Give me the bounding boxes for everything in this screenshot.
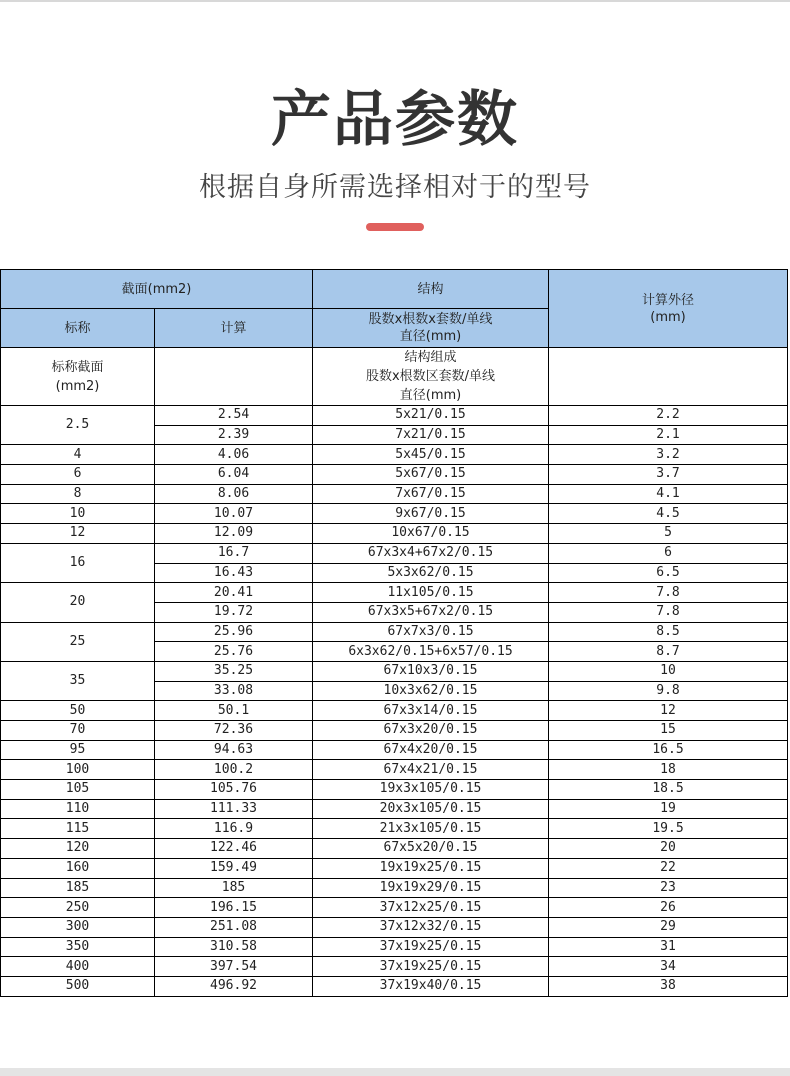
- subheader-nominal-line2: (mm2): [55, 378, 100, 394]
- table-row: [1, 622, 788, 642]
- header-outer-diameter-label: 计算外径: [641, 292, 694, 308]
- cell-nominal: 70: [1, 721, 155, 741]
- accent-bar: [366, 223, 424, 231]
- cell-calculated: 310.58: [155, 937, 313, 957]
- cell-calculated: 105.76: [155, 780, 313, 800]
- table-row: [1, 819, 788, 839]
- cell-nominal: 110: [1, 799, 155, 819]
- cell-outer-diameter: 2.1: [549, 425, 788, 445]
- cell-structure: 37x19x40/0.15: [313, 976, 549, 996]
- cell-structure: 6x3x62/0.15+6x57/0.15: [313, 642, 549, 662]
- cell-structure: 67x5x20/0.15: [313, 839, 549, 859]
- cell-calculated: 159.49: [155, 858, 313, 878]
- cell-nominal: 500: [1, 976, 155, 996]
- cell-calculated: 111.33: [155, 799, 313, 819]
- table-row: [1, 917, 788, 937]
- cell-outer-diameter: 8.5: [549, 622, 788, 642]
- cell-outer-diameter: 19.5: [549, 819, 788, 839]
- spec-table: [0, 269, 788, 997]
- subheader-structure-line2: 股数x根数区套数/单线: [365, 369, 496, 384]
- cell-structure: 5x45/0.15: [313, 445, 549, 465]
- cell-outer-diameter: 38: [549, 976, 788, 996]
- cell-nominal: 350: [1, 937, 155, 957]
- table-row: [1, 898, 788, 918]
- cell-structure: 19x19x29/0.15: [313, 878, 549, 898]
- subheader-structure-line1: 结构组成: [404, 350, 457, 365]
- cell-outer-diameter: 31: [549, 937, 788, 957]
- cell-structure: 67x4x21/0.15: [313, 760, 549, 780]
- cell-calculated: 8.06: [155, 484, 313, 504]
- subheader-nominal-line1: 标称截面: [51, 359, 104, 375]
- table-row: [1, 465, 788, 485]
- cell-calculated: 19.72: [155, 602, 313, 622]
- cell-nominal: 105: [1, 780, 155, 800]
- cell-nominal: 100: [1, 760, 155, 780]
- table-row: [1, 721, 788, 741]
- bottom-band: [0, 1068, 790, 1076]
- cell-nominal: 35: [1, 661, 155, 700]
- table-row: [1, 406, 788, 426]
- subheader-calculated-empty: [155, 348, 313, 406]
- cell-nominal: 160: [1, 858, 155, 878]
- cell-calculated: 25.96: [155, 622, 313, 642]
- subheader-od-empty: [549, 348, 788, 406]
- table-row: [1, 445, 788, 465]
- table-row: [1, 661, 788, 681]
- table-row: [1, 524, 788, 544]
- cell-calculated: 397.54: [155, 957, 313, 977]
- page-title: 产品参数: [271, 85, 519, 155]
- header-section: 截面(mm2): [1, 270, 313, 309]
- cell-nominal: 10: [1, 504, 155, 524]
- cell-outer-diameter: 16.5: [549, 740, 788, 760]
- cell-nominal: 8: [1, 484, 155, 504]
- cell-nominal: 6: [1, 465, 155, 485]
- cell-calculated: 2.39: [155, 425, 313, 445]
- table-row: [1, 799, 788, 819]
- cell-structure: 19x3x105/0.15: [313, 780, 549, 800]
- cell-outer-diameter: 18: [549, 760, 788, 780]
- cell-structure: 37x12x32/0.15: [313, 917, 549, 937]
- cell-structure: 21x3x105/0.15: [313, 819, 549, 839]
- cell-outer-diameter: 8.7: [549, 642, 788, 662]
- cell-structure: 5x67/0.15: [313, 465, 549, 485]
- cell-calculated: 251.08: [155, 917, 313, 937]
- cell-outer-diameter: 3.7: [549, 465, 788, 485]
- table-row: [1, 976, 788, 996]
- cell-structure: 19x19x25/0.15: [313, 858, 549, 878]
- page-subtitle: 根据自身所需选择相对于的型号: [199, 172, 591, 203]
- table-row: [1, 937, 788, 957]
- cell-nominal: 400: [1, 957, 155, 977]
- table-subheader-row: [1, 348, 788, 406]
- cell-outer-diameter: 19: [549, 799, 788, 819]
- cell-outer-diameter: 18.5: [549, 780, 788, 800]
- cell-nominal: 115: [1, 819, 155, 839]
- cell-structure: 5x3x62/0.15: [313, 563, 549, 583]
- cell-nominal: 120: [1, 839, 155, 859]
- cell-structure: 67x3x20/0.15: [313, 721, 549, 741]
- table-row: [1, 760, 788, 780]
- cell-outer-diameter: 6.5: [549, 563, 788, 583]
- cell-structure: 67x3x4+67x2/0.15: [313, 543, 549, 563]
- cell-structure: 10x67/0.15: [313, 524, 549, 544]
- cell-calculated: 35.25: [155, 661, 313, 681]
- cell-outer-diameter: 7.8: [549, 583, 788, 603]
- subheader-structure: [313, 348, 549, 406]
- cell-nominal: 300: [1, 917, 155, 937]
- table-row: [1, 484, 788, 504]
- table-row: [1, 740, 788, 760]
- cell-nominal: 2.5: [1, 406, 155, 445]
- cell-calculated: 196.15: [155, 898, 313, 918]
- table-row: [1, 504, 788, 524]
- cell-calculated: 496.92: [155, 976, 313, 996]
- cell-structure: 67x3x5+67x2/0.15: [313, 602, 549, 622]
- cell-nominal: 50: [1, 701, 155, 721]
- cell-outer-diameter: 4.5: [549, 504, 788, 524]
- cell-calculated: 25.76: [155, 642, 313, 662]
- table-row: [1, 780, 788, 800]
- table-row: [1, 543, 788, 563]
- cell-calculated: 116.9: [155, 819, 313, 839]
- cell-calculated: 10.07: [155, 504, 313, 524]
- cell-nominal: 185: [1, 878, 155, 898]
- header-outer-diameter: [549, 270, 788, 348]
- cell-structure: 10x3x62/0.15: [313, 681, 549, 701]
- table-header-row: [1, 270, 788, 309]
- subheader-structure-line3: 直径(mm): [399, 388, 462, 403]
- cell-nominal: 20: [1, 583, 155, 622]
- header-nominal: 标称: [1, 309, 155, 348]
- cell-calculated: 4.06: [155, 445, 313, 465]
- header-structure-detail: [313, 309, 549, 348]
- cell-structure: 20x3x105/0.15: [313, 799, 549, 819]
- cell-nominal: 95: [1, 740, 155, 760]
- cell-structure: 5x21/0.15: [313, 406, 549, 426]
- cell-structure: 67x10x3/0.15: [313, 661, 549, 681]
- table-row: [1, 858, 788, 878]
- cell-nominal: 12: [1, 524, 155, 544]
- cell-structure: 7x21/0.15: [313, 425, 549, 445]
- cell-calculated: 72.36: [155, 721, 313, 741]
- cell-outer-diameter: 5: [549, 524, 788, 544]
- cell-outer-diameter: 4.1: [549, 484, 788, 504]
- header-structure-detail-line1: 股数x根数x套数/单线: [368, 312, 493, 327]
- cell-outer-diameter: 10: [549, 661, 788, 681]
- header-structure-detail-line2: 直径(mm): [399, 329, 462, 344]
- cell-outer-diameter: 20: [549, 839, 788, 859]
- cell-structure: 67x3x14/0.15: [313, 701, 549, 721]
- cell-calculated: 122.46: [155, 839, 313, 859]
- header-structure: 结构: [313, 270, 549, 309]
- cell-nominal: 16: [1, 543, 155, 582]
- cell-nominal: 4: [1, 445, 155, 465]
- table-row: [1, 583, 788, 603]
- cell-structure: 37x12x25/0.15: [313, 898, 549, 918]
- cell-structure: 11x105/0.15: [313, 583, 549, 603]
- cell-calculated: 94.63: [155, 740, 313, 760]
- table-row: [1, 878, 788, 898]
- cell-outer-diameter: 3.2: [549, 445, 788, 465]
- header-calculated: 计算: [155, 309, 313, 348]
- table-row: [1, 957, 788, 977]
- cell-nominal: 250: [1, 898, 155, 918]
- cell-structure: 9x67/0.15: [313, 504, 549, 524]
- cell-nominal: 25: [1, 622, 155, 661]
- cell-outer-diameter: 7.8: [549, 602, 788, 622]
- cell-calculated: 6.04: [155, 465, 313, 485]
- cell-outer-diameter: 2.2: [549, 406, 788, 426]
- cell-outer-diameter: 12: [549, 701, 788, 721]
- cell-calculated: 33.08: [155, 681, 313, 701]
- top-divider: [0, 0, 790, 2]
- cell-calculated: 100.2: [155, 760, 313, 780]
- header-outer-diameter-unit: (mm): [650, 309, 686, 325]
- cell-outer-diameter: 23: [549, 878, 788, 898]
- subheader-nominal: [1, 348, 155, 406]
- cell-calculated: 16.7: [155, 543, 313, 563]
- cell-outer-diameter: 22: [549, 858, 788, 878]
- cell-structure: 37x19x25/0.15: [313, 957, 549, 977]
- cell-calculated: 2.54: [155, 406, 313, 426]
- cell-structure: 37x19x25/0.15: [313, 937, 549, 957]
- cell-calculated: 12.09: [155, 524, 313, 544]
- cell-calculated: 50.1: [155, 701, 313, 721]
- cell-calculated: 20.41: [155, 583, 313, 603]
- cell-calculated: 16.43: [155, 563, 313, 583]
- cell-outer-diameter: 29: [549, 917, 788, 937]
- cell-structure: 67x4x20/0.15: [313, 740, 549, 760]
- cell-structure: 67x7x3/0.15: [313, 622, 549, 642]
- table-row: [1, 701, 788, 721]
- cell-outer-diameter: 26: [549, 898, 788, 918]
- cell-outer-diameter: 9.8: [549, 681, 788, 701]
- table-row: [1, 839, 788, 859]
- cell-outer-diameter: 6: [549, 543, 788, 563]
- cell-structure: 7x67/0.15: [313, 484, 549, 504]
- cell-calculated: 185: [155, 878, 313, 898]
- cell-outer-diameter: 34: [549, 957, 788, 977]
- cell-outer-diameter: 15: [549, 721, 788, 741]
